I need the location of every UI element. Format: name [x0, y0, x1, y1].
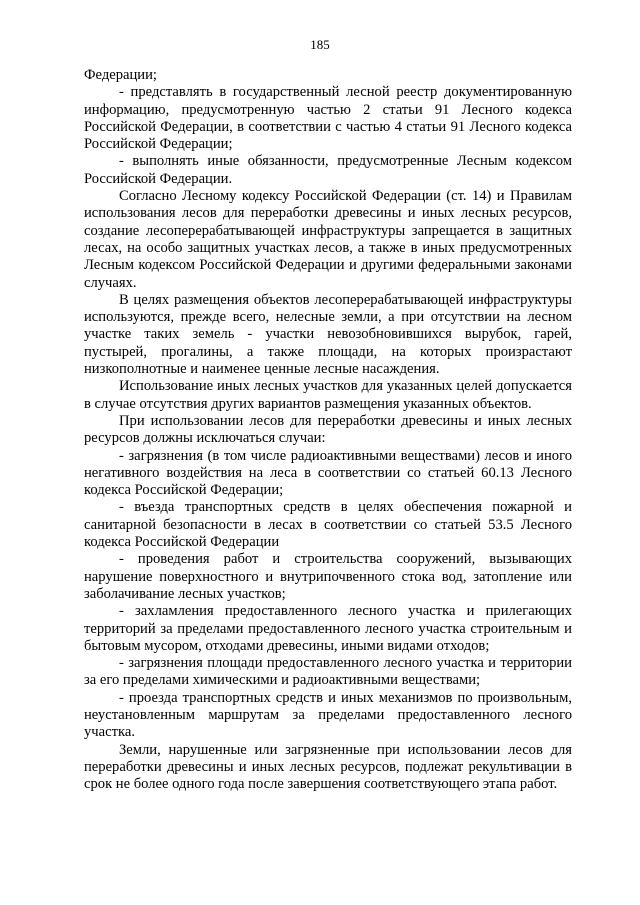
- paragraph: При использовании лесов для переработки древесины и иных лесных ресурсов должны исключаться случаи:: [84, 412, 572, 447]
- paragraph: - проезда транспортных средств и иных механизмов по произвольным, неустановленным маршрутам за пределами предоставленного лесного участка.: [84, 689, 572, 741]
- paragraph: Согласно Лесному кодексу Российской Федерации (ст. 14) и Правилам использования лесов для переработки древесины и иных лесных ресурсов, создание лесоперерабатывающей инфраструктуры запрещается в защитных лесах, на особо защитных участках лесов, а также в иных предусмотренных Лесным кодексом Российской Федерации и другими федеральными законами случаях.: [84, 188, 572, 291]
- paragraph: - загрязнения площади предоставленного лесного участка и территории за его пределами химическими и радиоактивными веществами;: [84, 655, 572, 689]
- page-number: 185: [310, 37, 330, 52]
- paragraph: Федерации;: [84, 67, 157, 83]
- paragraph: Земли, нарушенные или загрязненные при использовании лесов для переработки древесины и иных лесных ресурсов, подлежат рекультивации в срок не более одного года после завершения соответствующего этапа работ.: [84, 741, 572, 793]
- paragraph: - проведения работ и строительства сооружений, вызывающих нарушение поверхностного и внутрипочвенного стока вод, затопление или заболачивание лесных участков;: [84, 551, 572, 602]
- paragraph: - представлять в государственный лесной реестр документированную информацию, предусмотренную частью 2 статьи 91 Лесного кодекса Российской Федерации, в соответствии с частью 4 статьи 91 Лесного кодекса Российской Федерации;: [84, 84, 572, 153]
- paragraph: - выполнять иные обязанности, предусмотренные Лесным кодексом Российской Федерации.: [84, 153, 572, 187]
- document-body: [84, 67, 572, 793]
- paragraph: - захламления предоставленного лесного участка и прилегающих территорий за пределами предоставленного лесного участка строительным и бытовым мусором, отходами древесины, иными видами отходов;: [84, 603, 572, 654]
- paragraph: - загрязнения (в том числе радиоактивными веществами) лесов и иного негативного воздействия на леса в соответствии со статьей 60.13 Лесного кодекса Российской Федерации;: [84, 447, 572, 499]
- paragraph: Использование иных лесных участков для указанных целей допускается в случае отсутствия других вариантов размещения указанных объектов.: [84, 378, 572, 412]
- paragraph: - въезда транспортных средств в целях обеспечения пожарной и санитарной безопасности в лесах в соответствии со статьей 53.5 Лесного кодекса Российской Федерации: [84, 499, 572, 551]
- paragraph: В целях размещения объектов лесоперерабатывающей инфраструктуры используются, прежде всего, нелесные земли, а при отсутствии на лесном участке таких земель - участки невозобновившихся вырубок, гарей, пустырей, прогалины, а также площади, на которых произрастают низкополнотные и наименее ценные лесные насаждения.: [84, 291, 572, 378]
